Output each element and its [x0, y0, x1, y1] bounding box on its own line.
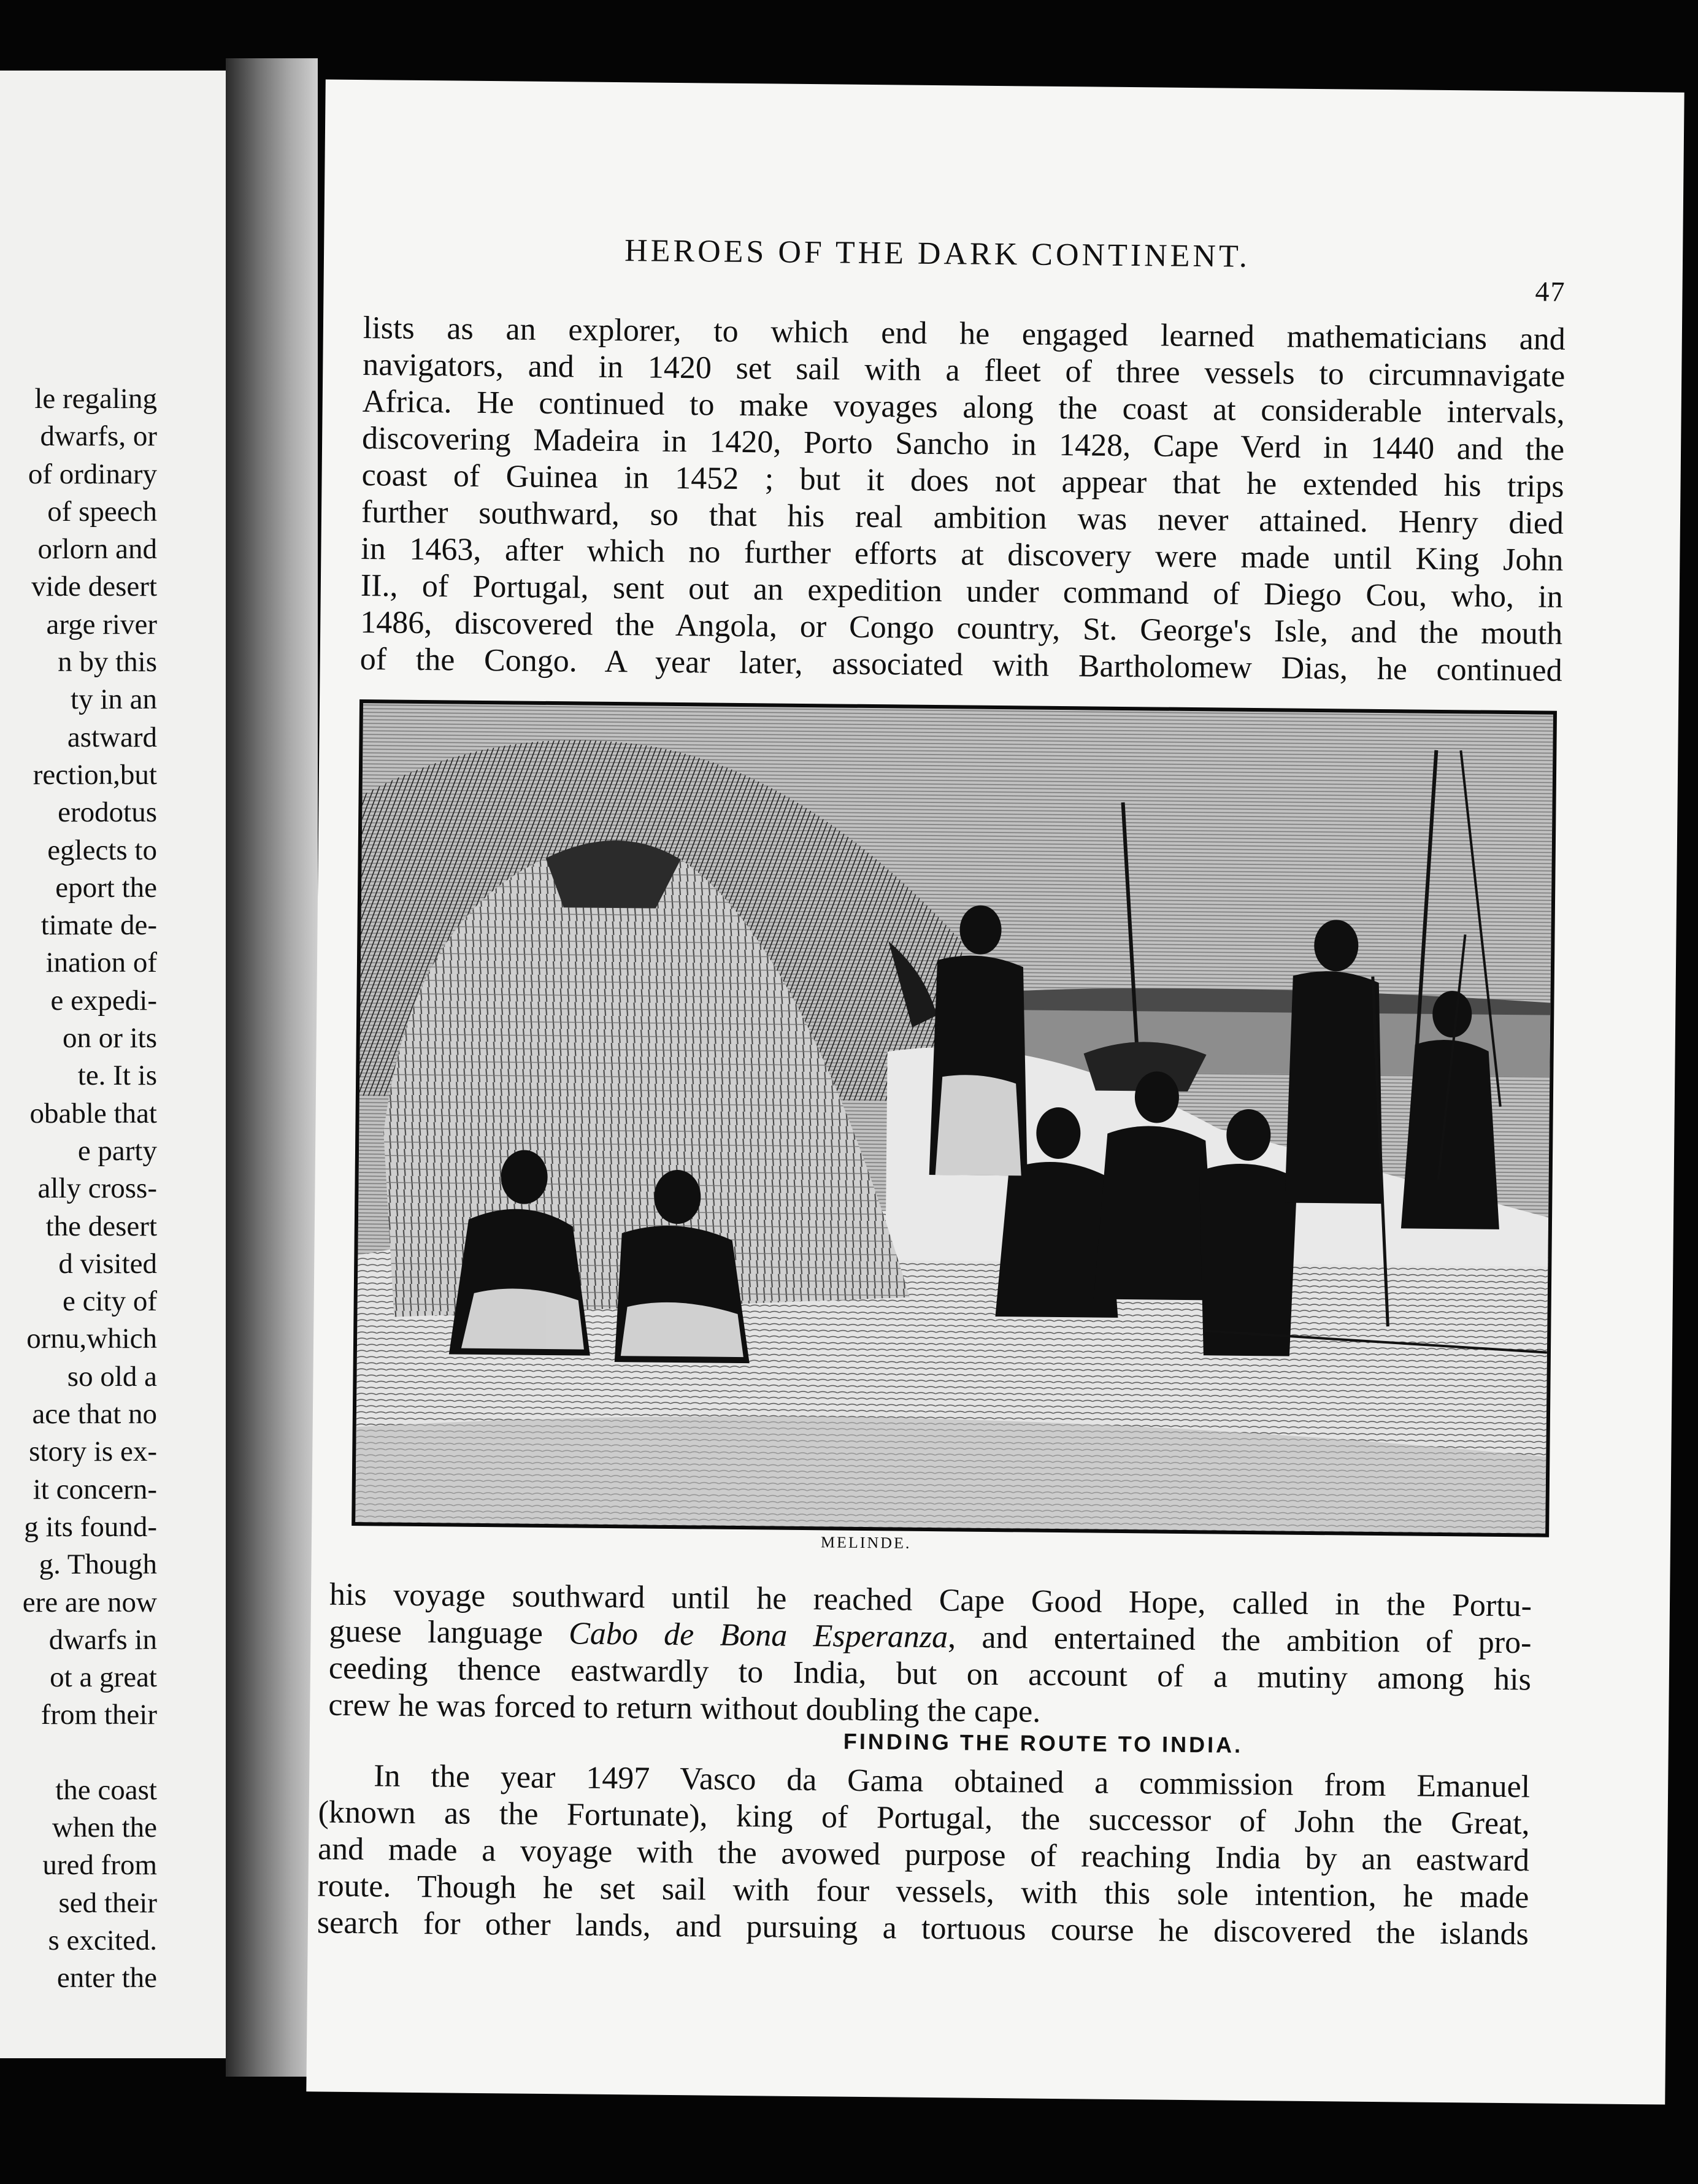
text-line: further southward, so that his real ambition was never attained. Henry died [361, 494, 1564, 541]
text-line: navigators, and in 1420 set sail with a fleet of three vessels to circumnavigate [363, 347, 1565, 394]
left-page-line: from their [40, 1699, 157, 1731]
left-page-line: n by this [58, 646, 157, 679]
text-line: route. Though he set sail with four vessels, with this sole intention, he made [317, 1868, 1529, 1915]
text-line: search for other lands, and pursuing a tortuous course he discovered the islands [317, 1905, 1529, 1952]
book-page [306, 79, 1684, 2104]
left-page-line: e party [77, 1134, 157, 1167]
left-page-paragraph-gap [0, 1734, 157, 1772]
text-line: his voyage southward until he reached Cape Good Hope, called in the Portu- [329, 1577, 1532, 1624]
left-page-line: of speech [47, 495, 157, 528]
left-page-line: ty in an [71, 683, 157, 716]
left-page-line: astward [67, 721, 157, 753]
after-figure-paragraph [328, 1577, 1532, 1736]
left-page-line: ornu,which [26, 1323, 157, 1355]
left-page-line: ere are now [22, 1586, 157, 1618]
left-page-line: ot a great [50, 1661, 157, 1694]
text-line: lists as an explorer, to which end he engaged learned mathematicians and [363, 310, 1566, 357]
top-paragraph [359, 310, 1565, 690]
running-head: HEROES OF THE DARK CONTINENT. [624, 233, 1251, 274]
left-page-line: the coast [55, 1774, 157, 1806]
left-page-line: arge river [46, 608, 157, 640]
left-page-line: ination of [45, 947, 157, 979]
text-line: of the Congo. A year later, associated with Bartholomew Dias, he continued [359, 642, 1562, 688]
left-page-line: story is ex- [29, 1436, 157, 1468]
left-page-line: the desert [45, 1210, 157, 1242]
page-number: 47 [1535, 275, 1566, 307]
left-page-line: te. It is [77, 1059, 157, 1092]
left-page-line: obable that [29, 1097, 157, 1129]
left-page-line: dwarfs in [48, 1623, 157, 1656]
left-page-line: rection,but [33, 758, 157, 791]
left-page-line: d visited [58, 1247, 157, 1280]
text-line: discovering Madeira in 1420, Porto Sancho in 1428, Cape Verd in 1440 and the [361, 421, 1565, 467]
left-page-line: on or its [62, 1022, 157, 1055]
text-line: II., of Portugal, sent out an expedition under command of Diego Cou, who, in [360, 568, 1564, 615]
text-run: , and entertained the ambition of pro- [947, 1620, 1532, 1661]
left-page-line: erodotus [58, 796, 157, 829]
left-page-line: dwarfs, or [40, 420, 157, 453]
left-page-line: it concern- [33, 1473, 157, 1505]
left-page-line: vide desert [31, 571, 157, 603]
left-page-line: e city of [63, 1285, 157, 1318]
left-page-line: orlorn and [37, 533, 157, 566]
left-page-line: so old a [67, 1360, 157, 1393]
route-paragraph [317, 1757, 1531, 1953]
left-page-line: enter the [56, 1962, 157, 1994]
text-line: crew he was forced to return without doubling the cape. [328, 1687, 1041, 1729]
section-heading: FINDING THE ROUTE TO INDIA. [843, 1728, 1243, 1758]
text-line: in 1463, after which no further efforts at discovery were made until King John [361, 531, 1564, 578]
text-line: Africa. He continued to make voyages along the coast at considerable intervals, [362, 384, 1565, 431]
left-page-line: of ordinary [28, 458, 157, 490]
melinde-engraving [355, 703, 1553, 1534]
italic-phrase: Cabo de Bona Esperanza [568, 1616, 948, 1655]
left-page-line: e expedi- [50, 984, 157, 1017]
text-line: ceeding thence eastwardly to India, but on account of a mutiny among his [328, 1650, 1532, 1698]
left-page-line: g. Though [39, 1548, 157, 1581]
left-page-line: when the [52, 1811, 157, 1844]
engraving-illustration [352, 699, 1557, 1537]
gutter-shadow [226, 58, 318, 2077]
text-line: and made a voyage with the avowed purpose of reaching India by an eastward [317, 1831, 1530, 1878]
left-page-line: sed their [58, 1886, 157, 1919]
left-page-line: eport the [55, 871, 157, 904]
left-page-line: g its found- [24, 1510, 157, 1543]
left-page-line: ace that no [32, 1398, 157, 1431]
text-line: In the year 1497 Vasco da Gama obtained a commission from Emanuel [373, 1758, 1531, 1805]
text-line: coast of Guinea in 1452 ; but it does not appear that he extended his trips [361, 458, 1564, 504]
text-line: (known as the Fortunate), king of Portugal, the successor of John the Great, [318, 1794, 1530, 1842]
left-page-line: eglects to [47, 834, 157, 866]
left-page-line: ured from [42, 1849, 157, 1882]
left-page-line: s excited. [48, 1924, 157, 1956]
text-line: 1486, discovered the Angola, or Congo country, St. George's Isle, and the mouth [360, 605, 1563, 652]
left-page-line: ally cross- [37, 1172, 157, 1205]
left-page [0, 71, 226, 2058]
left-page-line: le regaling [34, 383, 157, 415]
left-page-line: timate de- [40, 909, 157, 942]
left-page-text-column [0, 380, 157, 1997]
text-run: guese language [329, 1613, 569, 1651]
figure-caption: MELINDE. [820, 1533, 912, 1552]
